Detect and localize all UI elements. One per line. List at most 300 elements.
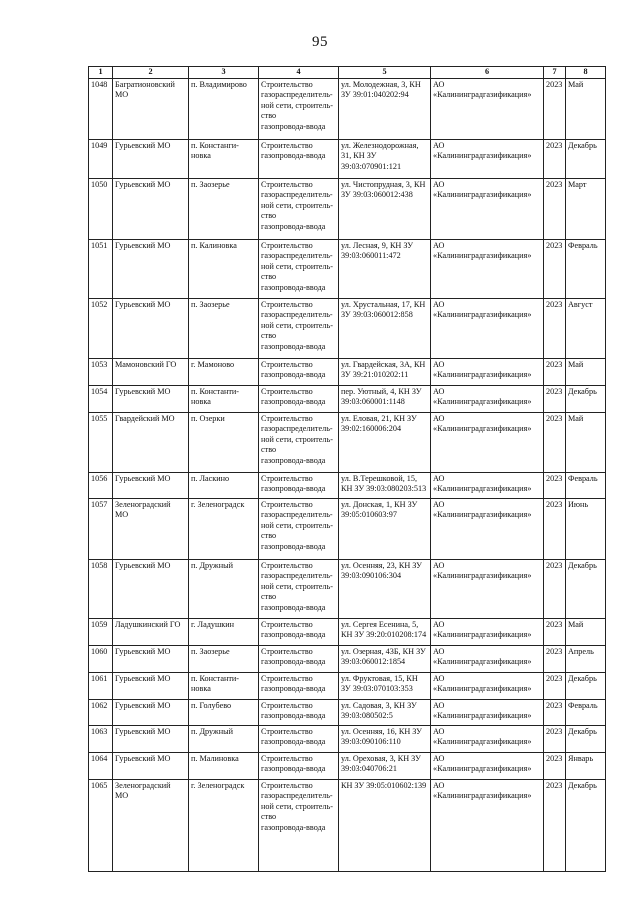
cell-organization-line: АО — [433, 79, 445, 89]
cell-organization-line: АО — [433, 413, 445, 423]
cell-settlement — [189, 178, 259, 239]
cell-organization-line: АО — [433, 700, 445, 710]
cell-work-type-line: газопровода-ввода — [261, 541, 326, 551]
cell-settlement — [189, 618, 259, 645]
cell-work-type — [259, 358, 339, 385]
cell-municipality-line: МО — [115, 90, 129, 100]
cell-municipality-line: Гурьевский МО — [115, 240, 171, 250]
cell-address-line: ул. Ореховая, 3, КН ЗУ — [341, 753, 421, 763]
cell-settlement-line: п. Заозерье — [191, 299, 230, 309]
cell-address-line: 39:05:010603:97 — [341, 510, 397, 520]
cell-work-type-line: газопровода-ввода — [261, 822, 326, 832]
cell-municipality — [113, 358, 189, 385]
page-number: 95 — [312, 34, 328, 50]
column-header: 4 — [259, 67, 339, 79]
cell-organization-line: АО — [433, 499, 445, 509]
cell-work-type — [259, 412, 339, 472]
cell-work-type-line: газопровода-ввода — [261, 455, 326, 465]
cell-work-type-line: Строительство — [261, 413, 313, 423]
table-row — [89, 672, 606, 699]
cell-address-line: 39:03:060011:472 — [341, 251, 401, 261]
cell-month: Май — [566, 358, 606, 385]
cell-number: 1052 — [89, 298, 113, 358]
cell-settlement-line: г. Ладушкин — [191, 619, 235, 629]
cell-work-type-line: Строительство — [261, 79, 313, 89]
cell-work-type-line: ной сети, строитель- — [261, 320, 333, 330]
column-header: 8 — [566, 67, 606, 79]
cell-year: 2023 — [544, 358, 566, 385]
cell-municipality-line: Гурьевский МО — [115, 753, 171, 763]
cell-organization-line: «Калининградгазификация» — [433, 711, 532, 721]
cell-address — [339, 559, 431, 618]
cell-month: Февраль — [566, 699, 606, 725]
cell-address-line: 39:03:080502:5 — [341, 711, 393, 721]
cell-work-type-line: Строительство — [261, 240, 313, 250]
cell-year: 2023 — [544, 472, 566, 498]
cell-organization-line: «Калининградгазификация» — [433, 424, 532, 434]
cell-settlement — [189, 752, 259, 779]
cell-address-line: 31, КН ЗУ — [341, 151, 377, 161]
table-row — [89, 618, 606, 645]
cell-address-line: пер. Уютный, 4, КН ЗУ — [341, 386, 422, 396]
cell-work-type-line: Строительство — [261, 619, 313, 629]
cell-settlement-line: г. Зеленоградск — [191, 499, 245, 509]
cell-address — [339, 699, 431, 725]
column-header: 1 — [89, 67, 113, 79]
cell-settlement — [189, 559, 259, 618]
cell-year: 2023 — [544, 752, 566, 779]
cell-settlement — [189, 385, 259, 412]
cell-work-type — [259, 139, 339, 178]
cell-organization-line: «Калининградгазификация» — [433, 90, 532, 100]
cell-work-type — [259, 559, 339, 618]
cell-municipality — [113, 618, 189, 645]
cell-settlement-line: п. Озерки — [191, 413, 225, 423]
column-header: 5 — [339, 67, 431, 79]
cell-number: 1050 — [89, 178, 113, 239]
cell-number: 1054 — [89, 385, 113, 412]
table-row — [89, 472, 606, 498]
cell-municipality-line: Ладушкинский ГО — [115, 619, 181, 629]
cell-organization-line: «Калининградгазификация» — [433, 190, 532, 200]
cell-year: 2023 — [544, 672, 566, 699]
cell-address-line: ул. Гвардейская, 3А, КН — [341, 359, 426, 369]
cell-organization-line: АО — [433, 646, 445, 656]
cell-settlement — [189, 645, 259, 672]
cell-address — [339, 752, 431, 779]
cell-year: 2023 — [544, 178, 566, 239]
cell-work-type-line: ной сети, строитель- — [261, 434, 333, 444]
cell-work-type-line: газопровода-ввода — [261, 630, 326, 640]
cell-year: 2023 — [544, 139, 566, 178]
cell-address-line: 39:03:090106:110 — [341, 737, 401, 747]
table-header-row — [89, 67, 606, 79]
cell-number: 1049 — [89, 139, 113, 178]
cell-work-type-line: Строительство — [261, 780, 313, 790]
cell-work-type — [259, 618, 339, 645]
cell-work-type-line: ство — [261, 331, 277, 341]
cell-address — [339, 618, 431, 645]
column-header: 2 — [113, 67, 189, 79]
cell-municipality — [113, 559, 189, 618]
cell-organization — [431, 239, 544, 298]
cell-organization-line: «Калининградгазификация» — [433, 791, 532, 801]
cell-month: Март — [566, 178, 606, 239]
cell-address-line: ЗУ 39:03:060012:438 — [341, 190, 413, 200]
cell-address-line: ул. Хрустальная, 17, КН — [341, 299, 426, 309]
cell-work-type-line: газопровода-ввода — [261, 341, 326, 351]
cell-settlement — [189, 472, 259, 498]
cell-organization-line: «Калининградгазификация» — [433, 484, 532, 494]
cell-municipality-line: Зеленоградский — [115, 499, 171, 509]
table-row — [89, 725, 606, 752]
cell-address-line: ул. Железнодорожная, — [341, 140, 419, 150]
cell-address-line: ул. Осенняя, 23, КН ЗУ — [341, 560, 422, 570]
cell-organization — [431, 498, 544, 559]
cell-organization-line: «Калининградгазификация» — [433, 310, 532, 320]
cell-settlement-line: новка — [191, 397, 211, 407]
cell-organization — [431, 358, 544, 385]
cell-settlement-line: г. Зеленоградск — [191, 780, 245, 790]
cell-settlement — [189, 298, 259, 358]
cell-month: Июнь — [566, 498, 606, 559]
cell-municipality — [113, 752, 189, 779]
cell-organization — [431, 385, 544, 412]
cell-municipality-line: МО — [115, 510, 129, 520]
cell-number: 1061 — [89, 672, 113, 699]
cell-work-type-line: Строительство — [261, 646, 313, 656]
cell-work-type-line: газопровода-ввода — [261, 121, 326, 131]
cell-municipality-line: Багратионовский — [115, 79, 175, 89]
cell-settlement-line: новка — [191, 684, 211, 694]
cell-work-type-line: газораспределитель- — [261, 571, 333, 581]
cell-number: 1056 — [89, 472, 113, 498]
cell-work-type-line: ство — [261, 111, 277, 121]
cell-organization — [431, 139, 544, 178]
cell-number: 1058 — [89, 559, 113, 618]
cell-work-type-line: Строительство — [261, 473, 313, 483]
cell-year: 2023 — [544, 498, 566, 559]
cell-address — [339, 779, 431, 871]
cell-work-type-line: ной сети, строитель- — [261, 801, 333, 811]
cell-number: 1059 — [89, 618, 113, 645]
cell-settlement-line: п. Констанги- — [191, 140, 239, 150]
cell-organization — [431, 178, 544, 239]
cell-address-line: ул. Донская, 1, КН ЗУ — [341, 499, 418, 509]
cell-organization — [431, 699, 544, 725]
cell-organization — [431, 779, 544, 871]
cell-organization-line: «Калининградгазификация» — [433, 251, 532, 261]
cell-month: Февраль — [566, 472, 606, 498]
table-row — [89, 385, 606, 412]
cell-organization — [431, 559, 544, 618]
cell-work-type-line: газопровода-ввода — [261, 282, 326, 292]
table-row — [89, 139, 606, 178]
cell-number: 1063 — [89, 725, 113, 752]
cell-month: Январь — [566, 752, 606, 779]
cell-settlement-line: п. Малиновка — [191, 753, 239, 763]
cell-work-type — [259, 472, 339, 498]
cell-year: 2023 — [544, 618, 566, 645]
cell-number: 1053 — [89, 358, 113, 385]
table-row — [89, 699, 606, 725]
cell-municipality — [113, 725, 189, 752]
table-row — [89, 752, 606, 779]
cell-municipality — [113, 178, 189, 239]
cell-municipality — [113, 139, 189, 178]
cell-settlement-line: п. Калиновка — [191, 240, 237, 250]
cell-municipality — [113, 645, 189, 672]
cell-month: Декабрь — [566, 139, 606, 178]
cell-settlement-line: п. Константи- — [191, 386, 240, 396]
cell-number: 1055 — [89, 412, 113, 472]
cell-work-type-line: Строительство — [261, 700, 313, 710]
cell-municipality-line: Гурьевский МО — [115, 299, 171, 309]
table-row — [89, 358, 606, 385]
cell-work-type-line: газопровода-ввода — [261, 397, 326, 407]
cell-settlement — [189, 779, 259, 871]
cell-work-type-line: ной сети, строитель- — [261, 261, 333, 271]
cell-municipality-line: Гурьевский МО — [115, 726, 171, 736]
cell-organization-line: «Калининградгазификация» — [433, 370, 532, 380]
cell-settlement — [189, 672, 259, 699]
cell-work-type-line: ство — [261, 592, 277, 602]
cell-settlement-line: п. Ласкино — [191, 473, 230, 483]
cell-settlement-line: п. Владимирово — [191, 79, 247, 89]
cell-work-type-line: Строительство — [261, 386, 313, 396]
cell-work-type — [259, 298, 339, 358]
cell-settlement-line: новка — [191, 151, 211, 161]
cell-address-line: ЗУ 39:01:040202:94 — [341, 90, 409, 100]
cell-address — [339, 498, 431, 559]
cell-number: 1064 — [89, 752, 113, 779]
cell-settlement-line: п. Голубево — [191, 700, 232, 710]
cell-address-line: 39:02:160006:204 — [341, 424, 402, 434]
cell-address-line: ул. Озерная, 43Б, КН ЗУ — [341, 646, 426, 656]
cell-organization-line: «Калининградгазификация» — [433, 151, 532, 161]
cell-year: 2023 — [544, 725, 566, 752]
cell-organization-line: «Калининградгазификация» — [433, 657, 532, 667]
cell-address-line: ул. Осенняя, 16, КН ЗУ — [341, 726, 422, 736]
cell-organization-line: АО — [433, 299, 445, 309]
cell-address — [339, 472, 431, 498]
cell-number: 1062 — [89, 699, 113, 725]
cell-work-type — [259, 672, 339, 699]
cell-settlement — [189, 358, 259, 385]
cell-work-type-line: Строительство — [261, 560, 313, 570]
cell-month: Декабрь — [566, 779, 606, 871]
cell-municipality — [113, 699, 189, 725]
cell-organization-line: АО — [433, 386, 445, 396]
cell-work-type-line: ной сети, строитель- — [261, 200, 333, 210]
cell-work-type-line: газопровода-ввода — [261, 737, 326, 747]
cell-work-type-line: ство — [261, 812, 277, 822]
data-table — [88, 66, 606, 872]
cell-work-type-line: газораспределитель- — [261, 791, 333, 801]
cell-work-type-line: Строительство — [261, 140, 313, 150]
cell-work-type-line: ной сети, строитель- — [261, 100, 333, 110]
cell-year: 2023 — [544, 559, 566, 618]
cell-month: Май — [566, 412, 606, 472]
cell-municipality-line: Гурьевский МО — [115, 473, 171, 483]
cell-work-type — [259, 498, 339, 559]
cell-municipality-line: МО — [115, 791, 129, 801]
cell-work-type-line: газопровода-ввода — [261, 370, 326, 380]
cell-month: Май — [566, 618, 606, 645]
cell-year: 2023 — [544, 412, 566, 472]
cell-work-type-line: газопровода-ввода — [261, 711, 326, 721]
cell-settlement — [189, 78, 259, 139]
cell-work-type-line: газопровода-ввода — [261, 602, 326, 612]
cell-organization — [431, 725, 544, 752]
cell-municipality — [113, 385, 189, 412]
cell-work-type-line: Строительство — [261, 726, 313, 736]
table-row — [89, 78, 606, 139]
cell-municipality — [113, 498, 189, 559]
cell-organization — [431, 645, 544, 672]
cell-organization-line: «Калининградгазификация» — [433, 571, 532, 581]
cell-organization — [431, 472, 544, 498]
cell-work-type — [259, 645, 339, 672]
cell-settlement-line: п. Дружный — [191, 560, 233, 570]
cell-work-type-line: газопровода-ввода — [261, 657, 326, 667]
cell-year: 2023 — [544, 699, 566, 725]
cell-settlement-line: п. Дружный — [191, 726, 233, 736]
cell-work-type — [259, 699, 339, 725]
cell-municipality-line: Гурьевский МО — [115, 179, 171, 189]
cell-municipality — [113, 78, 189, 139]
cell-municipality — [113, 239, 189, 298]
cell-organization-line: АО — [433, 140, 445, 150]
cell-work-type-line: газопровода-ввода — [261, 764, 326, 774]
cell-work-type — [259, 725, 339, 752]
cell-month: Апрель — [566, 645, 606, 672]
cell-organization — [431, 298, 544, 358]
cell-month: Май — [566, 78, 606, 139]
cell-organization — [431, 752, 544, 779]
cell-address-line: ул. Лесная, 9, КН ЗУ — [341, 240, 414, 250]
cell-settlement — [189, 239, 259, 298]
cell-year: 2023 — [544, 779, 566, 871]
cell-organization — [431, 412, 544, 472]
cell-work-type — [259, 239, 339, 298]
cell-organization — [431, 672, 544, 699]
cell-work-type-line: ной сети, строитель- — [261, 581, 333, 591]
cell-organization — [431, 78, 544, 139]
cell-work-type-line: ной сети, строитель- — [261, 520, 333, 530]
cell-organization-line: «Калининградгазификация» — [433, 684, 532, 694]
cell-municipality-line: Гурьевский МО — [115, 140, 171, 150]
cell-address-line: ЗУ 39:21:010202:11 — [341, 370, 409, 380]
cell-address-line: 39:03:060012:1854 — [341, 657, 406, 667]
table-row — [89, 645, 606, 672]
cell-work-type-line: газораспределитель- — [261, 424, 333, 434]
cell-municipality-line: Гурьевский МО — [115, 386, 171, 396]
cell-address — [339, 725, 431, 752]
cell-address — [339, 358, 431, 385]
table-row — [89, 239, 606, 298]
cell-work-type-line: ство — [261, 445, 277, 455]
cell-organization — [431, 618, 544, 645]
cell-work-type-line: Строительство — [261, 179, 313, 189]
cell-year: 2023 — [544, 239, 566, 298]
cell-number: 1057 — [89, 498, 113, 559]
cell-organization-line: «Калининградгазификация» — [433, 630, 532, 640]
cell-settlement — [189, 498, 259, 559]
table-row — [89, 298, 606, 358]
cell-organization-line: АО — [433, 780, 445, 790]
cell-settlement-line: г. Мамоново — [191, 359, 235, 369]
cell-municipality-line: Зеленоградский — [115, 780, 171, 790]
cell-municipality-line: Мамоновский ГО — [115, 359, 177, 369]
cell-work-type-line: газораспределитель- — [261, 510, 333, 520]
cell-address-line: 39:03:040706:21 — [341, 764, 397, 774]
cell-address-line: ул. Фруктовая, 15, КН — [341, 673, 418, 683]
column-header: 7 — [544, 67, 566, 79]
table-row — [89, 412, 606, 472]
cell-address-line: ул. Сергея Есенина, 5, — [341, 619, 419, 629]
cell-settlement — [189, 725, 259, 752]
cell-address — [339, 298, 431, 358]
cell-address-line: ул. Еловая, 21, КН ЗУ — [341, 413, 417, 423]
cell-address-line: КН ЗУ 39:05:010602:139 — [341, 780, 427, 790]
cell-work-type — [259, 752, 339, 779]
cell-work-type-line: газопровода-ввода — [261, 151, 326, 161]
cell-work-type — [259, 178, 339, 239]
cell-work-type-line: газораспределитель- — [261, 90, 333, 100]
cell-work-type-line: ство — [261, 531, 277, 541]
column-header: 3 — [189, 67, 259, 79]
cell-address-line: 39:03:070901:121 — [341, 161, 402, 171]
cell-organization-line: «Калининградгазификация» — [433, 737, 532, 747]
cell-organization-line: АО — [433, 619, 445, 629]
cell-year: 2023 — [544, 645, 566, 672]
cell-address — [339, 239, 431, 298]
cell-settlement — [189, 412, 259, 472]
cell-address-line: ул. В.Терешковой, 15, — [341, 473, 418, 483]
cell-organization-line: АО — [433, 473, 445, 483]
cell-settlement — [189, 699, 259, 725]
cell-settlement-line: п. Заозерье — [191, 646, 230, 656]
cell-month: Декабрь — [566, 385, 606, 412]
cell-year: 2023 — [544, 78, 566, 139]
cell-address-line: 39:03:060001:1148 — [341, 397, 405, 407]
cell-settlement-line: п. Константи- — [191, 673, 240, 683]
table-row — [89, 779, 606, 871]
cell-organization-line: АО — [433, 560, 445, 570]
cell-municipality-line: Гурьевский МО — [115, 560, 171, 570]
table-row — [89, 498, 606, 559]
cell-municipality-line: Гурьевский МО — [115, 646, 171, 656]
cell-work-type-line: Строительство — [261, 299, 313, 309]
cell-number: 1051 — [89, 239, 113, 298]
cell-month: Февраль — [566, 239, 606, 298]
cell-address-line: ул. Молодежная, 3, КН — [341, 79, 421, 89]
cell-address-line: КН ЗУ 39:03:080203:513 — [341, 484, 427, 494]
cell-municipality — [113, 298, 189, 358]
cell-month: Декабрь — [566, 725, 606, 752]
cell-organization-line: АО — [433, 179, 445, 189]
cell-year: 2023 — [544, 298, 566, 358]
cell-settlement-line: п. Заозерье — [191, 179, 230, 189]
cell-organization-line: АО — [433, 673, 445, 683]
table-row — [89, 178, 606, 239]
cell-organization-line: АО — [433, 726, 445, 736]
table-body — [89, 67, 606, 872]
cell-address — [339, 645, 431, 672]
cell-address — [339, 385, 431, 412]
cell-address-line: 39:03:090106:304 — [341, 571, 402, 581]
